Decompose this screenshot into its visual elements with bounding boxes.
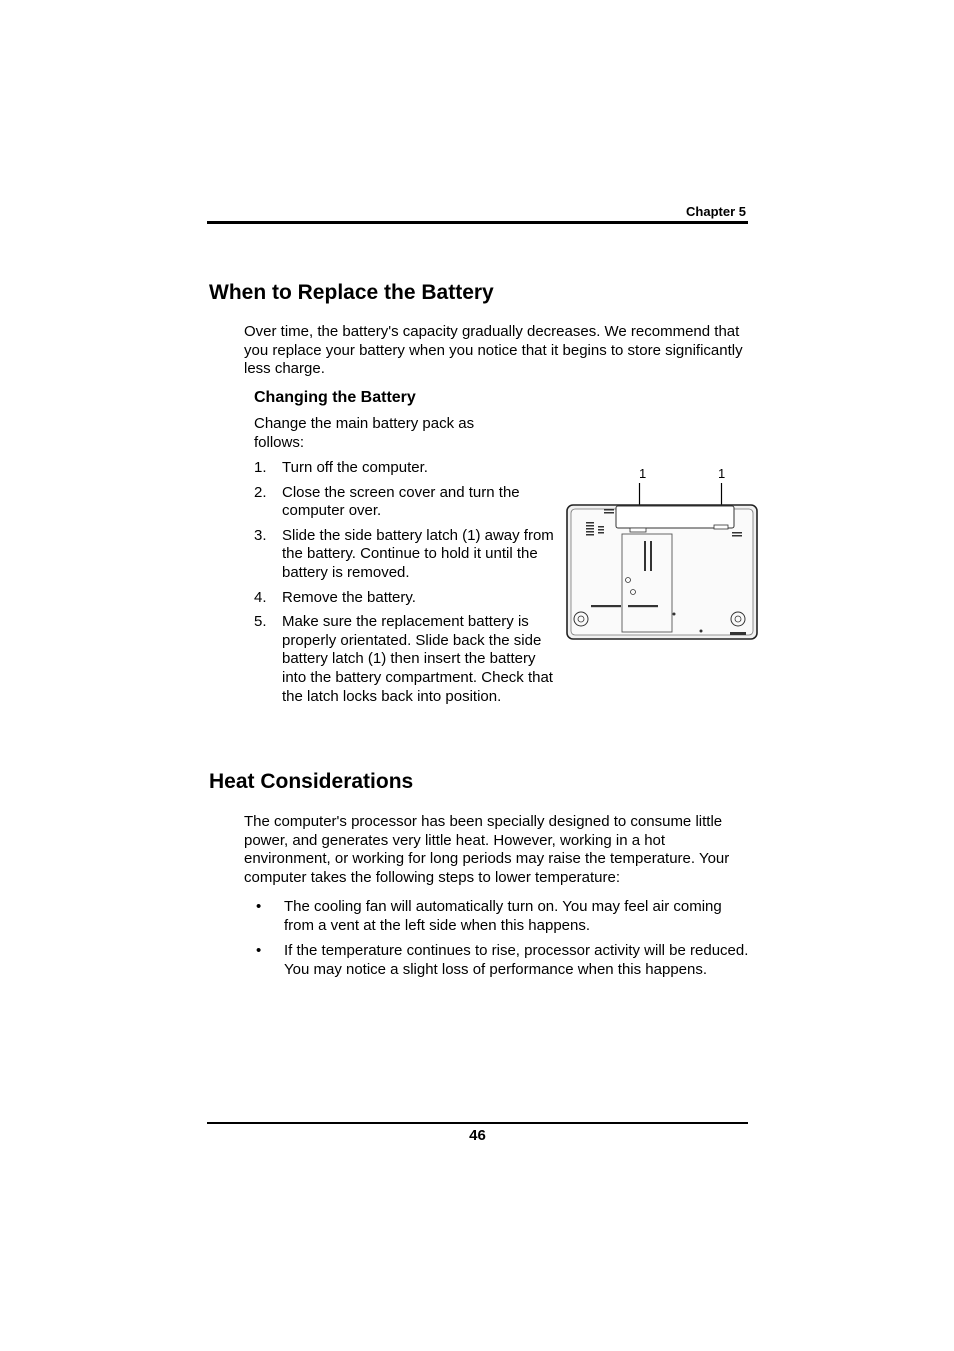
laptop-bottom-diagram [564, 462, 760, 644]
heat-steps-list [254, 898, 754, 986]
bullet-text: If the temperature continues to rise, processor activity will be reduced. You may notice a slight loss of performance when this happens. [284, 942, 749, 978]
step-number: 4. [254, 588, 267, 606]
callout-label-right: 1 [718, 466, 726, 481]
step-text: Slide the side battery latch (1) away from the battery. Continue to hold it until the battery is removed. [282, 526, 554, 581]
step-text: Make sure the replacement battery is properly orientated. Slide back the side battery latch (1) then insert the battery into the battery compartment. Check that the latch locks back into position. [282, 613, 553, 705]
heat-considerations-paragraph: The computer's processor has been specially designed to consume little power, and generates very little heat. However, working in a hot environment, or working for long periods may raise the temperature. Your computer takes the following steps to lower temperature: [244, 813, 730, 886]
battery-latch-left [630, 528, 646, 532]
list-item [254, 484, 554, 521]
page-number: 46 [469, 1127, 486, 1144]
footer-rule [207, 1122, 748, 1124]
list-item [254, 589, 554, 608]
battery-steps-list [254, 459, 554, 712]
bullet-glyph: • [256, 898, 262, 915]
bullet-text: The cooling fan will automatically turn on. You may feel air coming from a vent at the left side when this happens. [284, 898, 722, 934]
replace-battery-paragraph: Over time, the battery's capacity gradually decreases. We recommend that you replace your battery when you notice that it begins to store significantly less charge. [244, 323, 743, 378]
step-number: 3. [254, 526, 267, 544]
list-item [254, 527, 554, 583]
step-number: 2. [254, 483, 267, 501]
section-title-heat-considerations: Heat Considerations [209, 770, 414, 793]
step-number: 1. [254, 459, 267, 476]
section-title-replace-battery: When to Replace the Battery [209, 281, 494, 304]
list-item [254, 942, 754, 979]
battery-latch-right [714, 525, 728, 529]
step-text: Turn off the computer. [282, 459, 428, 476]
chapter-label: Chapter 5 [686, 204, 746, 219]
laptop-underside-illustration [564, 462, 760, 644]
subsection-title-changing-battery: Changing the Battery [254, 389, 416, 406]
step-number: 5. [254, 613, 267, 631]
step-text: Remove the battery. [282, 588, 416, 606]
changing-battery-intro: Change the main battery pack as follows: [254, 415, 475, 451]
list-item [254, 613, 554, 706]
callout-label-left: 1 [639, 466, 647, 481]
list-item [254, 459, 554, 478]
list-item [254, 898, 754, 935]
header-rule [207, 221, 748, 224]
step-text: Close the screen cover and turn the computer over. [282, 483, 520, 520]
bullet-glyph: • [256, 942, 262, 960]
